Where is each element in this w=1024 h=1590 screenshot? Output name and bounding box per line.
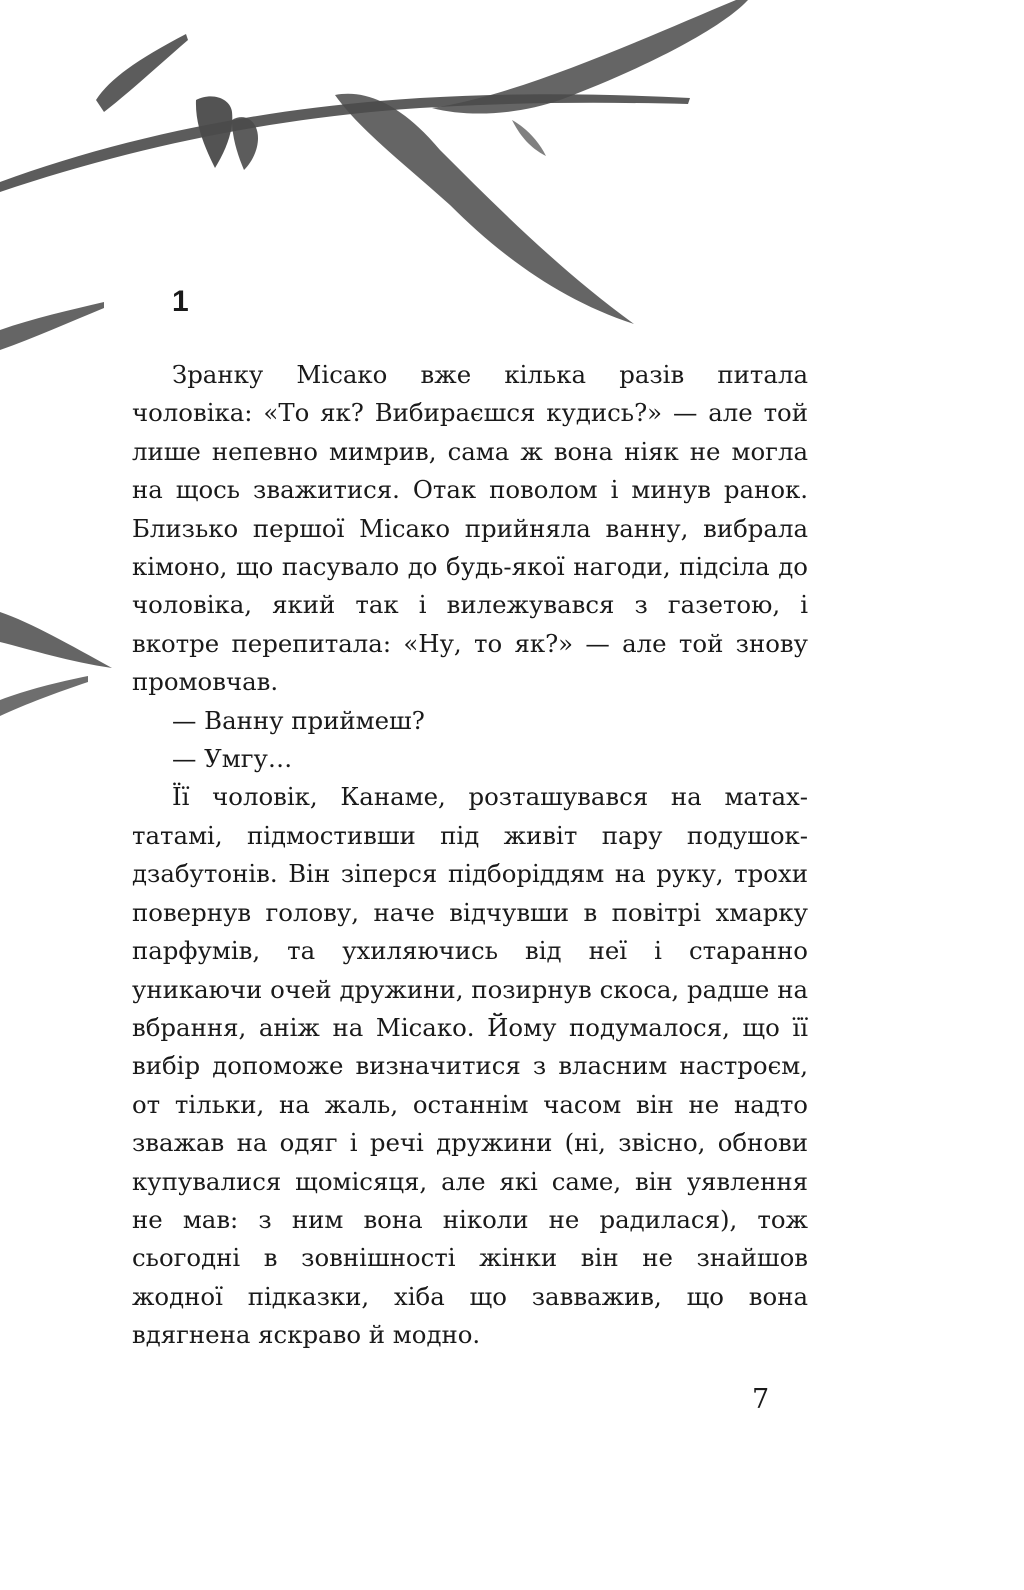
ink-leaf (0, 676, 88, 716)
page-number: 7 (752, 1384, 770, 1415)
ink-leaf (0, 612, 112, 668)
chapter-number: 1 (172, 285, 189, 318)
ink-leaf (335, 94, 634, 324)
ink-leaf (196, 96, 232, 168)
paragraph: — Умгу… (172, 744, 293, 774)
paragraph: Зранку Місако вже кілька разів питала чоловіка: «То як? Вибираєшся кудись?» — але той лише непевно мимрив, сама ж вона ніяк не могла на щось зважитися. Отак поволом і минув ранок. Близько першої Місако прийняла ванну, вибрала кімоно, що пасувало до будь-якої нагоди, підсіла до чоловіка, який так і вилежувався з газетою, і вкотре перепитала: «Ну, то як?» — але той знову промовчав. (132, 360, 808, 697)
ink-leaf (512, 120, 546, 156)
ink-leaf (232, 117, 258, 170)
ink-leaf (0, 302, 104, 350)
ink-leaf (96, 34, 188, 112)
paragraph: — Ванну приймеш? (172, 705, 425, 735)
chapter-body-text (132, 356, 808, 1355)
paragraph: Її чоловік, Канаме, розташувався на матах-татамі, підмостивши під живіт пару подушок-дзабутонів. Він зіперся підборіддям на руку, трохи повернув голову, наче відчувши в повітрі хмарку парфумів, та ухиляючись від неї і старанно уникаючи очей дружини, позирнув скоса, радше на вбрання, аніж на Місако. Йому подумалося, що її вибір допоможе визначитися з власним настроєм, от тільки, на жаль, останнім часом він не надто зважав на одяг і речі дружини (ні, звісно, обнови купувалися щомісяця, але які саме, він уявлення не мав: з ним вона ніколи не радилася), тож сьогодні в зовнішності жінки він не знайшов жодної підказки, хіба що завважив, що вона вдягнена яскраво й модно. (132, 782, 808, 1350)
